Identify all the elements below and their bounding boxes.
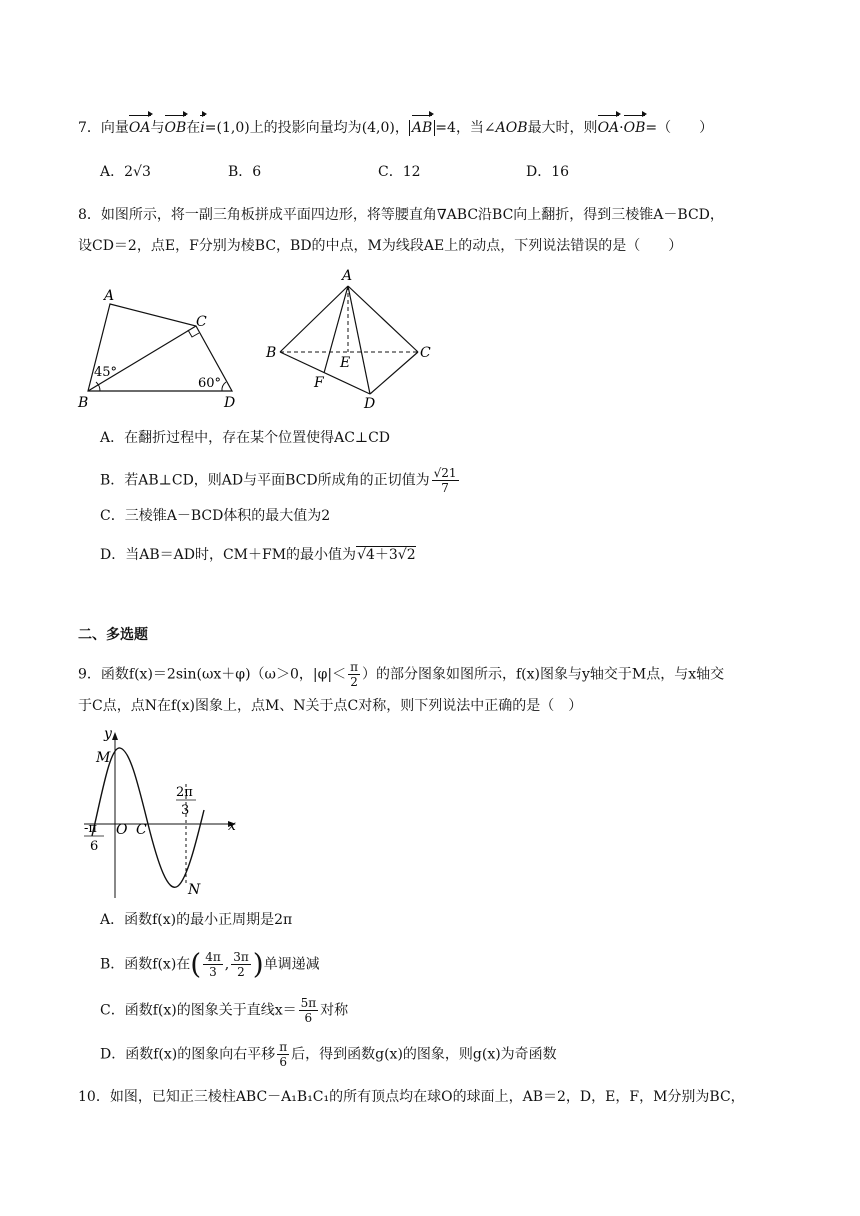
graph-neg-den: 6: [90, 839, 99, 854]
q10-line1: 10．如图，已知正三棱柱ABC－A₁B₁C₁的所有顶点均在球O的球面上，AB＝2，D，E，F，M分别为BC，: [78, 1089, 745, 1105]
fig1-angle-45: 45°: [94, 365, 118, 380]
q9-option-d: D．函数f(x)的图象向右平移 $\frac{\pi}{6}$ 后，得到函数g(x)的图象，则g(x)为奇函数: [100, 1040, 557, 1069]
graph-label-o: O: [116, 822, 128, 838]
q8-option-d: D．当AB＝AD时，CM＋FM的最小值为√4＋3√2: [100, 547, 416, 563]
q7-option-d: D．16: [526, 164, 570, 180]
fig1-label-d: D: [224, 395, 236, 410]
q8-option-c: C．三棱锥A－BCD体积的最大值为2: [100, 508, 331, 524]
graph-neg-num: -π: [84, 821, 97, 836]
q9-option-c: C．函数f(x)的图象关于直线x＝ $\frac{5\pi}{6}$ 对称: [100, 996, 349, 1025]
q8-figure-pyramid: [262, 266, 442, 412]
q9-sine-graph: [80, 724, 250, 904]
q7-stem: 7．向量OA与OB在i=(1,0)上的投影向量均为(4,0)， AB =4，当∠AOB最大时，则OA·OB=（ ）: [78, 120, 714, 136]
q9-option-a: A．函数f(x)的最小正周期是2π: [100, 912, 293, 928]
fig2-label-d: D: [364, 396, 376, 412]
q7-option-a: A．2√3: [100, 164, 151, 180]
q8-option-a: A．在翻折过程中，存在某个位置使得AC⊥CD: [100, 430, 391, 446]
q8-line2: 设CD＝2，点E，F分别为棱BC，BD的中点，M为线段AE上的动点，下列说法错误的是（ ）: [78, 238, 683, 254]
graph-label-y: y: [104, 726, 112, 742]
fig2-label-a: A: [342, 268, 353, 284]
graph-label-n: N: [188, 882, 201, 898]
fig1-label-c: C: [196, 314, 207, 330]
graph-label-x: x: [228, 818, 236, 834]
q9-line2: 于C点，点N在f(x)图象上，点M、N关于点C对称，则下列说法中正确的是（ ）: [78, 698, 583, 714]
q9-option-b: B．函数f(x)在( $\frac{4\pi}{3}$ , $\frac{3\pi}{2}$ )单调递减: [100, 947, 320, 981]
graph-label-c: C: [136, 822, 147, 838]
fig2-label-b: B: [266, 345, 277, 361]
q8-line1: 8．如图所示，将一副三角板拼成平面四边形，将等腰直角∇ABC沿BC向上翻折，得到三棱锥A－BCD，: [78, 207, 724, 223]
q7-option-c: C．12: [378, 164, 421, 180]
graph-label-m: M: [96, 750, 111, 766]
fig2-label-e: E: [340, 355, 351, 371]
fig1-angle-60: 60°: [198, 376, 222, 391]
graph-tick-num: 2π: [176, 785, 193, 800]
fig1-label-a: A: [104, 288, 115, 304]
section-title: 二、多选题: [78, 627, 148, 643]
q7-option-b: B．6: [228, 164, 262, 180]
fig1-label-b: B: [78, 395, 89, 410]
graph-tick-den: 3: [181, 803, 190, 818]
fig2-label-f: F: [314, 375, 324, 391]
fig2-label-c: C: [420, 345, 431, 361]
q8-option-b: B．若AB⊥CD，则AD与平面BCD所成角的正切值为 $\frac{√21}{7}$: [100, 466, 457, 495]
q9-line1: 9．函数f(x)＝2sin(ωx＋φ)（ω＞0，|φ|＜ $\frac{\pi}{2}$ ）的部分图象如图所示，f(x)图象与y轴交于M点，与x轴交: [78, 660, 725, 689]
q8-figure-quadrilateral: [74, 282, 254, 410]
